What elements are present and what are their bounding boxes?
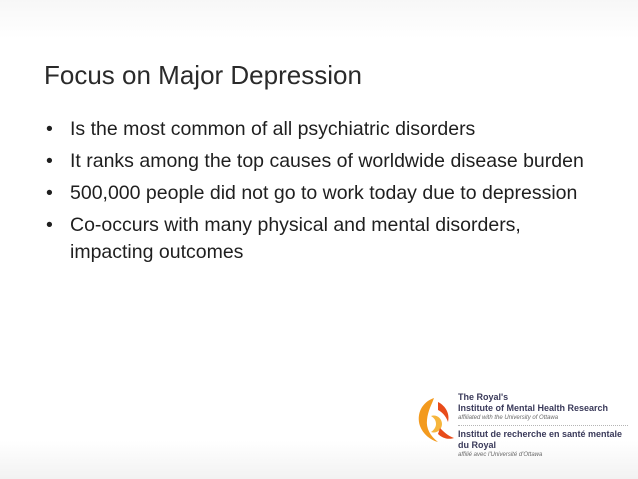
logo-line-royal: The Royal's [458, 392, 509, 402]
logo-line-institute: Institute of Mental Health Research [458, 403, 609, 413]
bullet-dot: • [46, 214, 53, 236]
logo-line-affiliation-en: affiliated with the University of Ottawa [458, 415, 559, 421]
bullet-text: Co-occurs with many physical and mental disorders, impacting outcomes [70, 214, 521, 263]
bullet-item [46, 148, 606, 175]
bullet-text: It ranks among the top causes of worldwide disease burden [70, 150, 584, 172]
royal-institute-logo-icon [414, 394, 458, 446]
bullet-item [46, 212, 606, 266]
bullet-list [46, 116, 606, 271]
logo-divider [458, 425, 628, 426]
bullet-item [46, 116, 606, 143]
bullet-text: 500,000 people did not go to work today due to depression [70, 182, 578, 204]
institute-logo [414, 390, 634, 476]
bullet-item [46, 180, 606, 207]
bullet-dot: • [46, 150, 53, 172]
bullet-text: Is the most common of all psychiatric disorders [70, 118, 476, 140]
logo-line-institut: Institut de recherche en santé mentale [458, 429, 623, 439]
bullet-dot: • [46, 182, 53, 204]
logo-text-block [458, 392, 634, 460]
logo-line-affiliation-fr: affilié avec l'Université d'Ottawa [458, 452, 543, 458]
bullet-dot: • [46, 118, 53, 140]
logo-line-du-royal: du Royal [458, 440, 497, 450]
slide-title: Focus on Major Depression [44, 60, 362, 90]
